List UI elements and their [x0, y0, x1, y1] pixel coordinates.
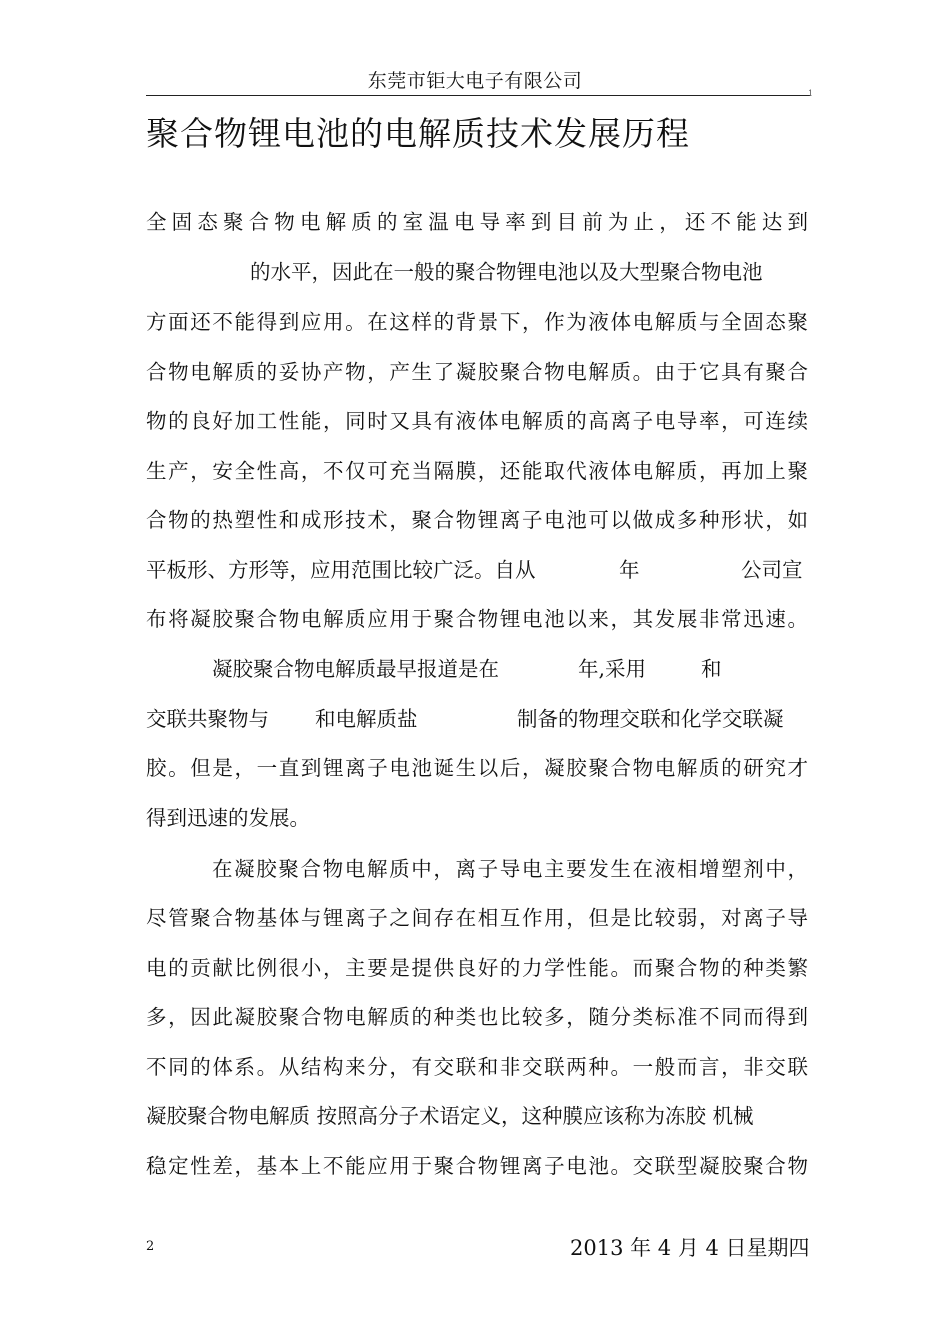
body-line: 在凝胶聚合物电解质中，离子导电主要发生在液相增塑剂中， [212, 857, 808, 881]
body-line: 不同的体系。从结构来分，有交联和非交联两种。一般而言，非交联 [146, 1055, 808, 1079]
body-line: 得到迅速的发展。 [146, 806, 310, 830]
body-line-segment: 公司宣 [741, 558, 803, 582]
body-line: 全固态聚合物电解质的室温电导率到目前为止，还不能达到 [146, 210, 808, 234]
body-line-segment: 平板形、方形等，应用范围比较广泛。自从 [146, 558, 536, 582]
body-line: 胶。但是，一直到锂离子电池诞生以后，凝胶聚合物电解质的研究才 [146, 756, 808, 780]
header-company-name: 东莞市钜大电子有限公司 [367, 70, 583, 92]
body-line: 的水平，因此在一般的聚合物锂电池以及大型聚合物电池 [250, 260, 763, 284]
body-line-segment: 和电解质盐 [315, 707, 418, 731]
document-title: 聚合物锂电池的电解质技术发展历程 [146, 114, 690, 153]
body-line-segment: 凝胶聚合物电解质最早报道是在 [212, 657, 499, 681]
body-line: 生产，安全性高，不仅可充当隔膜，还能取代液体电解质，再加上聚 [146, 459, 808, 483]
body-line: 稳定性差，基本上不能应用于聚合物锂离子电池。交联型凝胶聚合物 [146, 1154, 808, 1178]
body-line: 多，因此凝胶聚合物电解质的种类也比较多，随分类标准不同而得到 [146, 1005, 808, 1029]
body-line: 合物的热塑性和成形技术，聚合物锂离子电池可以做成多种形状，如 [146, 508, 808, 532]
header-tick-mark: 1 [808, 89, 814, 98]
body-line: 凝胶聚合物电解质 按照高分子术语定义，这种膜应该称为冻胶 机械 [146, 1104, 754, 1128]
body-line-segment: 年 [619, 558, 640, 582]
body-line: 物的良好加工性能，同时又具有液体电解质的高离子电导率，可连续 [146, 409, 808, 433]
page-number: 2 [146, 1239, 155, 1254]
header-rule [146, 95, 810, 96]
body-line: 尽管聚合物基体与锂离子之间存在相互作用，但是比较弱，对离子导 [146, 906, 808, 930]
body-line: 方面还不能得到应用。在这样的背景下，作为液体电解质与全固态聚 [146, 310, 808, 334]
body-line: 布将凝胶聚合物电解质应用于聚合物锂电池以来，其发展非常迅速。 [146, 607, 808, 631]
body-line: 电的贡献比例很小，主要是提供良好的力学性能。而聚合物的种类繁 [146, 956, 808, 980]
footer-date: 2013 年 4 月 4 日星期四 [570, 1236, 810, 1260]
body-line: 合物电解质的妥协产物，产生了凝胶聚合物电解质。由于它具有聚合 [146, 360, 808, 384]
body-line-segment: 和 [701, 657, 722, 681]
body-line-segment: 年,采用 [578, 657, 647, 681]
body-line-segment: 制备的物理交联和化学交联凝 [517, 707, 784, 731]
body-line-segment: 交联共聚物与 [146, 707, 269, 731]
